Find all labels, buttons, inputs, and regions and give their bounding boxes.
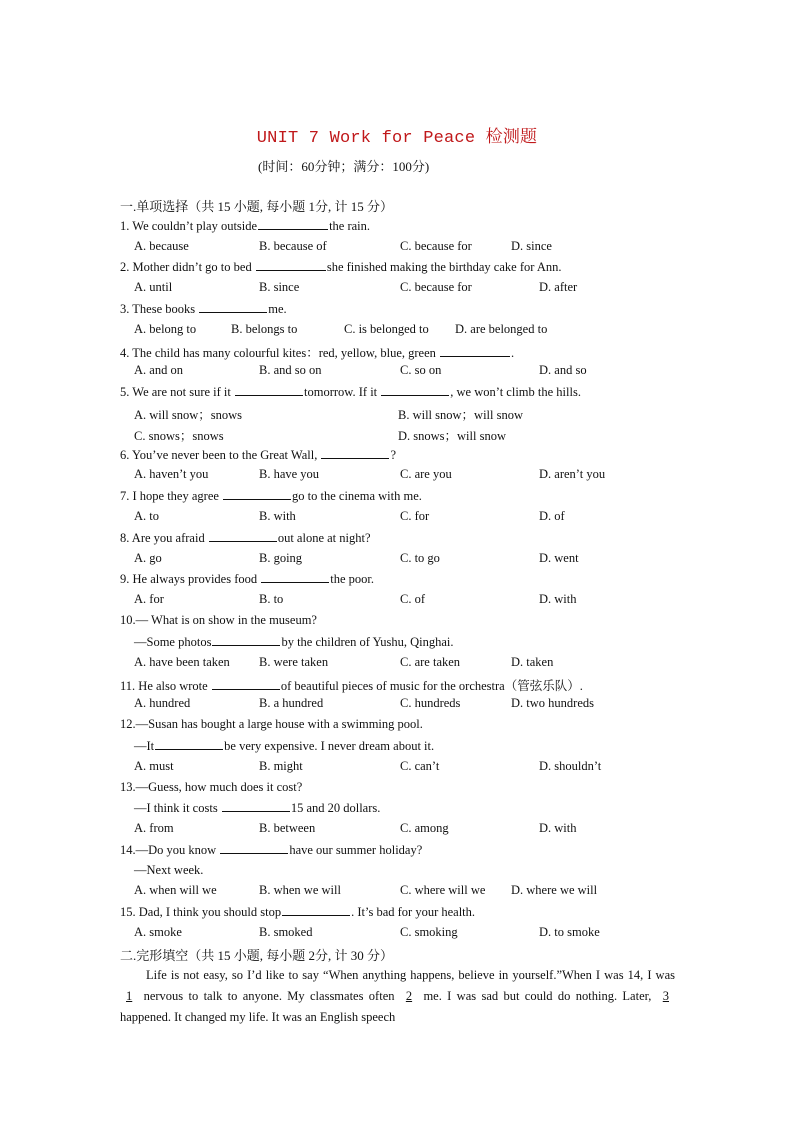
answer-blank xyxy=(222,800,290,812)
options-3: A. belong to B. belongs to C. is belonged to D. are belonged to xyxy=(134,322,548,336)
question-12-reply: —It be very expensive. I never dream about it. xyxy=(134,739,435,753)
question-2: 2. Mother didn’t go to bed she finished making the birthday cake for Ann. xyxy=(120,260,562,274)
question-8: 8. Are you afraid out alone at night? xyxy=(120,531,371,545)
cloze-passage: Life is not easy, so I’d like to say “When anything happens, believe in yourself.”When I was 14, I was 1 nervous to talk to anyone. My classmates often 2 me. I was sad but could do nothing. Later, 3 happened. It changed my life. It was an English speech xyxy=(120,968,675,1024)
options-15: A. smoke B. smoked C. smoking D. to smoke xyxy=(134,925,600,939)
answer-blank xyxy=(223,488,291,500)
answer-blank xyxy=(235,384,303,396)
answer-blank xyxy=(220,842,288,854)
answer-blank xyxy=(282,904,350,916)
answer-blank xyxy=(440,345,510,357)
options-2: A. until B. since C. because for D. after xyxy=(134,280,578,294)
options-7: A. to B. with C. for D. of xyxy=(134,509,565,523)
question-6: 6. You’ve never been to the Great Wall, ? xyxy=(120,448,397,462)
answer-blank xyxy=(212,678,280,690)
question-14-reply: —Next week. xyxy=(134,863,204,877)
question-10-reply: —Some photos by the children of Yushu, Qinghai. xyxy=(134,635,454,649)
question-14: 14.—Do you know have our summer holiday? xyxy=(120,843,423,857)
question-13: 13.—Guess, how much does it cost? xyxy=(120,780,303,794)
options-12: A. must B. might C. can’t D. shouldn’t xyxy=(134,759,602,773)
question-12: 12.—Susan has bought a large house with a swimming pool. xyxy=(120,717,423,731)
options-10: A. have been taken B. were taken C. are taken D. taken xyxy=(134,655,554,669)
options-1: A. because B. because of C. because for D. since xyxy=(134,239,552,253)
answer-blank xyxy=(258,218,328,230)
question-9: 9. He always provides food the poor. xyxy=(120,572,374,586)
answer-blank xyxy=(381,384,449,396)
options-9: A. for B. to C. of D. with xyxy=(134,592,577,606)
question-5: 5. We are not sure if it tomorrow. If it , we won’t climb the hills. xyxy=(120,385,581,399)
options-5a: A. will snow；snows B. will snow；will snow xyxy=(134,408,524,422)
question-15: 15. Dad, I think you should stop . It’s bad for your health. xyxy=(120,905,476,919)
answer-blank xyxy=(261,571,329,583)
options-13: A. from B. between C. among D. with xyxy=(134,821,577,835)
answer-blank xyxy=(212,634,280,646)
answer-blank xyxy=(209,530,277,542)
question-1: 1. We couldn’t play outside the rain. xyxy=(120,219,371,233)
question-3: 3. These books me. xyxy=(120,302,287,316)
page-title: UNIT 7 Work for Peace 检测题 xyxy=(256,129,538,148)
answer-blank xyxy=(321,447,389,459)
options-5b: C. snows；snows D. snows；will snow xyxy=(134,429,506,443)
cloze-blank-3: 3 xyxy=(662,988,669,1003)
exam-info: (时间：60分钟；满分：100分) xyxy=(258,159,430,174)
question-4: 4. The child has many colourful kites：red, yellow, blue, green . xyxy=(120,346,515,360)
question-10: 10.— What is on show in the museum? xyxy=(120,613,317,627)
options-6: A. haven’t you B. have you C. are you D. aren’t you xyxy=(134,467,606,481)
options-14: A. when will we B. when we will C. where will we D. where we will xyxy=(134,883,598,897)
section-heading-cloze: 二.完形填空（共 15 小题, 每小题 2分, 计 30 分） xyxy=(120,948,394,963)
answer-blank xyxy=(155,738,223,750)
options-8: A. go B. going C. to go D. went xyxy=(134,551,579,565)
question-7: 7. I hope they agree go to the cinema with me. xyxy=(120,489,422,503)
question-11: 11. He also wrote of beautiful pieces of music for the orchestra（管弦乐队）. xyxy=(120,679,583,693)
options-4: A. and on B. and so on C. so on D. and so xyxy=(134,363,587,377)
answer-blank xyxy=(256,259,326,271)
options-11: A. hundred B. a hundred C. hundreds D. two hundreds xyxy=(134,696,594,710)
cloze-blank-2: 2 xyxy=(405,988,413,1003)
question-13-reply: —I think it costs 15 and 20 dollars. xyxy=(134,801,381,815)
section-heading-single-choice: 一.单项选择（共 15 小题, 每小题 1分, 计 15 分） xyxy=(120,199,394,214)
cloze-blank-1: 1 xyxy=(126,988,133,1003)
answer-blank xyxy=(199,301,267,313)
